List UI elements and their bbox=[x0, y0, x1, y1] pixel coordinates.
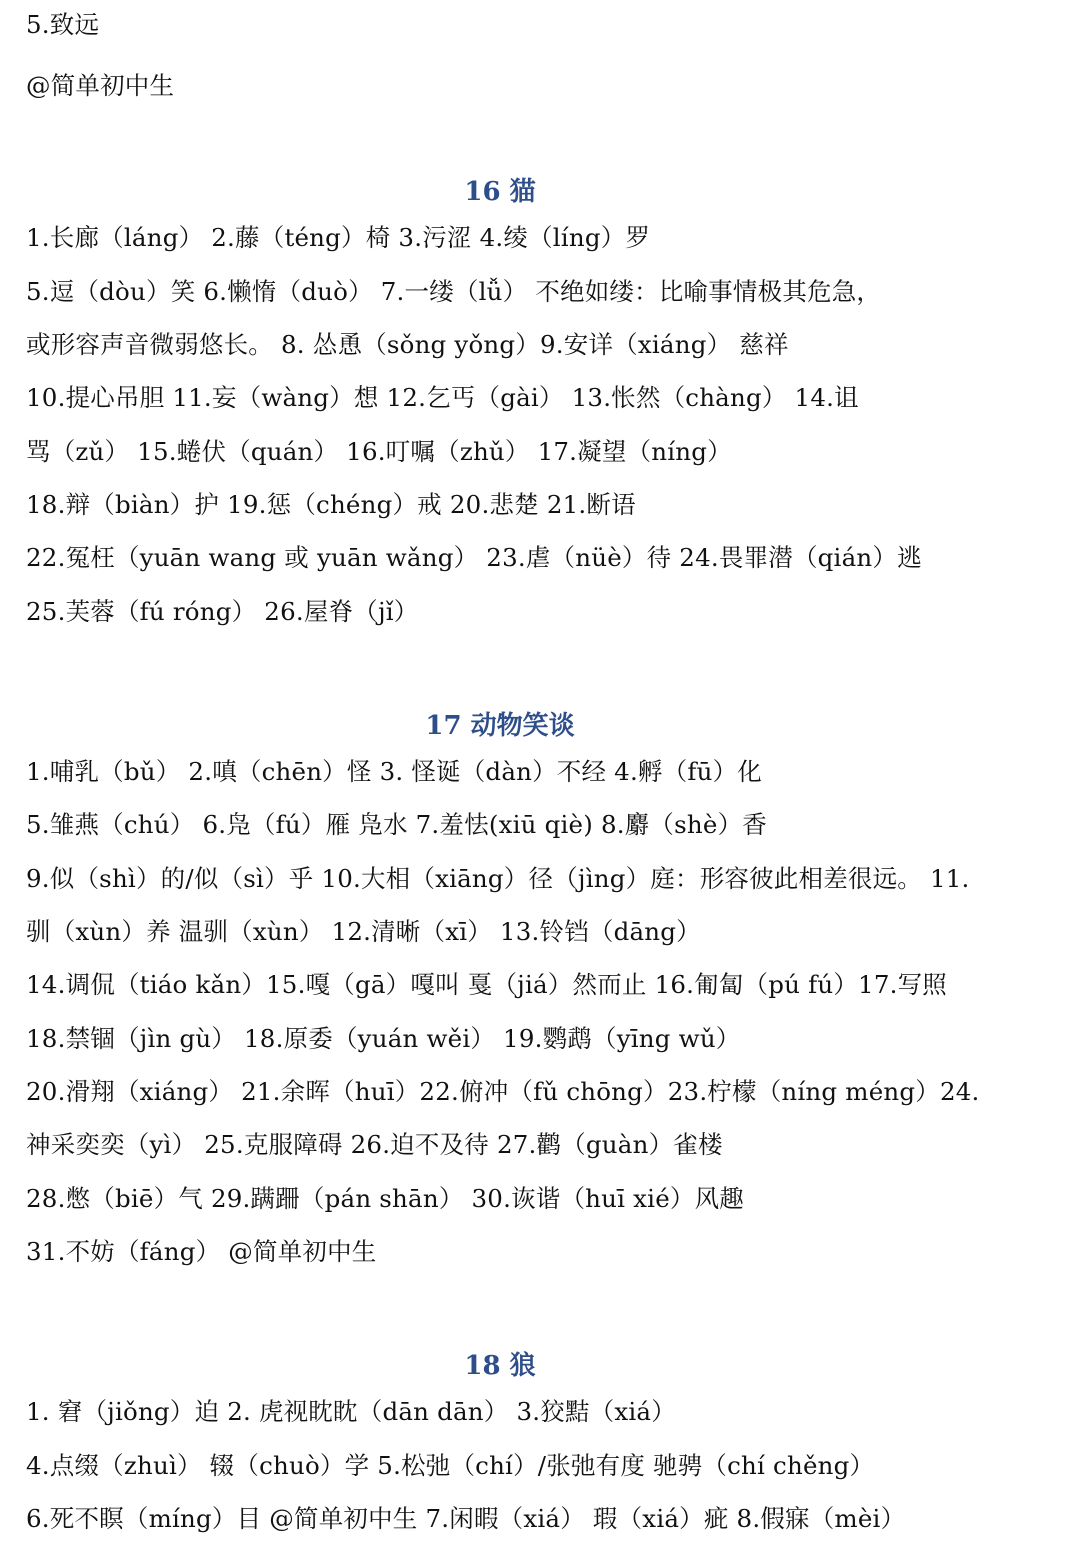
text-line: 31.不妨（fáng） @简单初中生 bbox=[26, 1237, 377, 1266]
text-line: 5.雏燕（chú） 6.凫（fú）雁 凫水 7.羞怯(xiū qiè) 8.麝（shè）香 bbox=[26, 810, 767, 839]
text-line: 9.似（shì）的/似（sì）乎 10.大相（xiāng）径（jìng）庭：形容彼此相差很远。 11. bbox=[26, 864, 970, 893]
text-line: 驯（xùn）养 温驯（xùn） 12.清晰（xī） 13.铃铛（dāng） bbox=[26, 917, 701, 946]
section-heading: 17 动物笑谈 bbox=[425, 711, 575, 741]
text-line: 骂（zǔ） 15.蜷伏（quán） 16.叮嘱（zhǔ） 17.凝望（níng） bbox=[26, 437, 732, 466]
text-line: 5.致远 bbox=[26, 10, 100, 39]
text-line: 1.哺乳（bǔ） 2.嗔（chēn）怪 3. 怪诞（dàn）不经 4.孵（fū）化 bbox=[26, 757, 763, 786]
text-line: 或形容声音微弱悠长。 8. 怂恿（sǒng yǒng）9.安详（xiáng） 慈祥 bbox=[26, 330, 789, 359]
text-line: 18.辩（biàn）护 19.惩（chéng）戒 20.悲楚 21.断语 bbox=[26, 490, 636, 519]
section-heading: 18 狼 bbox=[464, 1351, 536, 1381]
text-line: 5.逗（dòu）笑 6.懒惰（duò） 7.一缕（lǚ） 不绝如缕：比喻事情极其危急， bbox=[26, 277, 882, 306]
text-line: 22.冤枉（yuān wang 或 yuān wǎng） 23.虐（nüè）待 24.畏罪潜（qián）逃 bbox=[26, 543, 922, 572]
section-heading: 16 猫 bbox=[464, 177, 536, 207]
text-line: 6.死不瞑（míng）目 @简单初中生 7.闲暇（xiá） 瑕（xiá）疵 8.假寐（mèi） bbox=[26, 1504, 906, 1533]
text-line: 1.长廊（láng） 2.藤（téng）椅 3.污涩 4.绫（líng）罗 bbox=[26, 223, 651, 252]
text-line: 18.禁锢（jìn gù） 18.原委（yuán wěi） 19.鹦鹉（yīng wǔ） bbox=[26, 1024, 741, 1053]
text-line: 20.滑翔（xiáng） 21.余晖（huī）22.俯冲（fǔ chōng）23.柠檬（níng méng）24. bbox=[26, 1077, 980, 1106]
author-tag: @简单初中生 bbox=[26, 71, 175, 100]
text-line: 4.点缀（zhuì） 辍（chuò）学 5.松弛（chí）/张弛有度 驰骋（chí chěng） bbox=[26, 1451, 875, 1480]
text-line: 14.调侃（tiáo kǎn）15.嘎（gā）嘎叫 戛（jiá）然而止 16.匍匐（pú fú）17.写照 bbox=[26, 970, 948, 999]
text-line: 10.提心吊胆 11.妄（wàng）想 12.乞丐（gài） 13.怅然（chàng） 14.诅 bbox=[26, 383, 859, 412]
text-line: 25.芙蓉（fú róng） 26.屋脊（jǐ） bbox=[26, 597, 419, 626]
text-line: 28.憋（biē）气 29.蹒跚（pán shān） 30.诙谐（huī xié）风趣 bbox=[26, 1184, 745, 1213]
text-line: 神采奕奕（yì） 25.克服障碍 26.迫不及待 27.鹳（guàn）雀楼 bbox=[26, 1130, 723, 1159]
text-line: 1. 窘（jiǒng）迫 2. 虎视眈眈（dān dān） 3.狡黠（xiá） bbox=[26, 1397, 676, 1426]
